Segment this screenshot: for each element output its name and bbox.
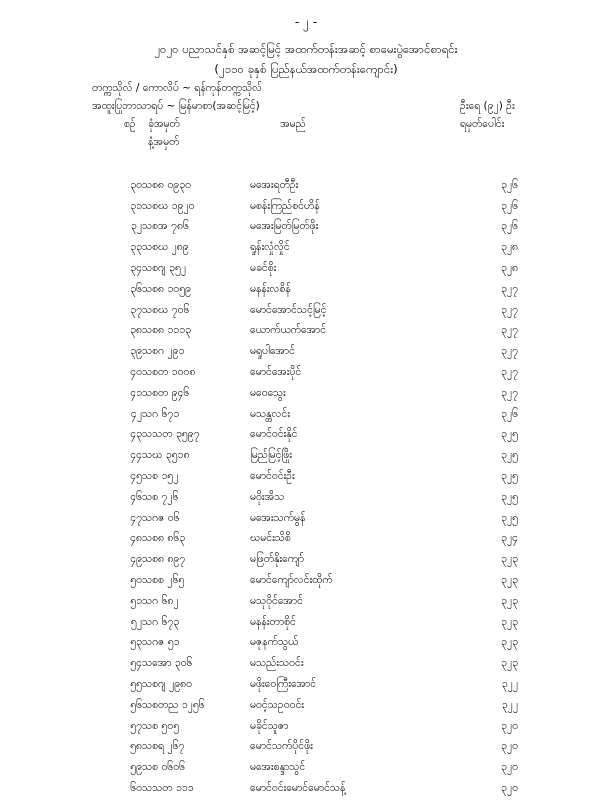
row-reg-number: သစ၈ ၈၉၇ [142,553,186,566]
row-score: ၃၂၆ [501,220,518,233]
table-row [0,530,518,551]
row-number: ၃၉ [130,345,142,358]
row-score: ၃၂၅ [501,511,518,524]
row-reg-number: သစစ ၂၆၅ [142,574,185,587]
table-row [0,634,518,655]
row-reg-number: သစဂ ၂၉၁ [142,345,185,358]
row-name: မောင်ကျော်လင်းထိုက် [250,574,333,587]
row-score: ၃၂၅ [501,490,518,503]
table-row [0,218,518,239]
row-name: မြည်မြင့်ဖြိုး [250,449,292,462]
table-row [0,197,518,218]
document-title: ၂၀၂၀ ပညာသင်နှစ် အဆင့်မြင့် အထက်တန်းအဆင့် စာမေးပွဲအောင်စာရင်း [154,42,458,56]
row-reg-number: သစ၈ ၁၁၁၃ [142,324,192,337]
row-name: မဇုနက်သွယ် [250,636,299,649]
row-number: ၅၂ [130,615,142,628]
row-name: မသုဝိုင်အောင် [250,594,303,607]
row-reg-number: သစ၈ ၀၉၃၀ [142,178,192,191]
row-number: ၅၃ [130,636,142,649]
row-number: ၅၅ [130,678,142,691]
row-number: ၃၀ [130,178,142,191]
row-reg-number: သစ၈ ၈၆၃ [142,532,186,545]
row-number: ၃၃ [130,241,142,254]
row-number: ၄၈ [130,532,142,545]
row-score: ၃၂၀ [501,740,518,753]
row-name: မခိုင်သူဇာ [250,719,289,732]
results-table [0,176,518,800]
table-row [0,280,518,301]
row-reg-number: သသတ ၃၅၉၇ [142,428,200,441]
row-reg-number: သဂ ၆၈၂ [142,594,179,607]
row-reg-number: သစ၈ ၁၀၅၉ [142,282,192,295]
row-number: ၆၀ [130,782,142,794]
row-score: ၃၂၃ [501,553,518,566]
row-number: ၃၄ [130,262,142,275]
row-number: ၅၆ [130,698,142,711]
table-row [0,717,518,738]
table-row [0,363,518,384]
row-number: ၄၃ [130,428,142,441]
row-score: ၃၂၃ [501,615,518,628]
table-row [0,426,518,447]
row-name: မအေးမြတ်မြတ်ဖိုး [250,220,319,233]
row-name: မသည်းသဝင်း [250,657,304,670]
table-row [0,342,518,363]
row-name: မောင်ဝင်းမောင်မောင်သန့် [250,782,346,794]
row-name: ရှုန်းလှုံလှိုင် [250,241,290,254]
table-row [0,509,518,530]
row-reg-number: သစ ၅၀၅ [142,719,180,732]
row-name: မောင်ဝင်းနိုင် [250,428,298,441]
row-reg-number: သစဃ ၂၈၉ [142,241,189,254]
row-score: ၃၂၀ [501,761,518,774]
row-number: ၄၇ [130,511,142,524]
row-name: မအေးသက်မွန် [250,511,306,524]
row-name: မောင်အေးပိုင် [250,366,302,379]
row-score: ၃၂၄ [501,532,518,545]
table-row [0,488,518,509]
row-score: ၃၂၃ [501,594,518,607]
row-score: ၃၂၇ [501,345,518,358]
row-name: မဖြတ်နိုးကျော် [250,553,305,566]
table-row [0,675,518,696]
row-number: ၄၆ [130,490,142,503]
column-header-name: အမည် [280,118,306,130]
total-count: ဦးရေ (၉၂) ဦး [460,100,515,112]
university-line: တက္ကသိုလ် / ကောလိပ် ~ ရန်ကုန်တက္ကသိုလ် [92,82,262,94]
table-row [0,384,518,405]
row-number: ၃၈ [130,324,142,337]
row-name: မဝိုးအိသ [250,490,285,503]
column-header-no: စဉ် [124,118,136,130]
table-row [0,654,518,675]
table-row [0,592,518,613]
row-reg-number: သစတ ၁၀၀၈ [142,366,196,379]
row-score: ၃၂၃ [501,574,518,587]
row-score: ၃၂၅ [501,449,518,462]
row-reg-number: သစရ ၂၆၇ [142,740,185,753]
table-row [0,238,518,259]
row-score: ၃၂၇ [501,386,518,399]
row-reg-number: သသတ ၁၁၁ [142,782,194,794]
row-name: ဃမင်းသိစိ [250,532,291,545]
row-reg-number: သစတ ၉၄၆ [142,386,190,399]
row-score: ၃၂၂ [501,678,518,691]
row-reg-number: သဂဇ ၅၁ [142,636,180,649]
row-number: ၄၀ [130,366,142,379]
row-name: မောင်ဝင်းဦး [250,470,295,483]
row-number: ၃၁ [130,199,142,212]
row-score: ၃၂၇ [501,282,518,295]
row-score: ၃၂၀ [501,782,518,794]
row-number: ၅၀ [130,574,142,587]
table-row [0,446,518,467]
row-name: မခင်စိုး [250,262,277,275]
row-score: ၃၂၇ [501,303,518,316]
row-reg-number: သစဃ ၇၀၆ [142,303,190,316]
table-row [0,613,518,634]
row-name: မစန်းကြည်စင်ဟိန် [250,199,320,212]
row-name: မောင်အောင်သင့်မြင့် [250,303,327,316]
row-number: ၄၉ [130,553,142,566]
document-subtitle: (၂၁၁၀ ခုနှစ် ပြည်နယ်အထက်တန်းကျောင်း) [214,62,398,76]
table-row [0,779,518,800]
row-score: ၃၂၇ [501,324,518,337]
row-number: ၃၇ [130,303,142,316]
row-name: မနန်းတာစိုင် [250,615,296,628]
row-reg-number: သဂဇ ၀၆ [142,511,180,524]
row-score: ၃၂၃ [501,636,518,649]
row-number: ၅၇ [130,719,142,732]
table-row [0,758,518,779]
score-header: ရမှတ်ပေါင်း [460,118,505,130]
row-number: ၅၄ [130,657,142,670]
row-number: ၄၄ [130,449,142,462]
column-header-reg-sub: နံ့အမှတ် [148,136,180,148]
row-name: မောင်သက်ပိုင်ဖိုး [250,740,313,753]
row-number: ၄၂ [130,407,142,420]
page-number: - ၂ - [294,15,318,29]
row-number: ၃၆ [130,282,142,295]
row-name: မရှုပါအောင် [250,345,295,358]
row-number: ၅၉ [130,761,142,774]
table-row [0,696,518,717]
row-reg-number: သဂ ၆၇၁ [142,407,180,420]
row-number: ၃၂ [130,220,142,233]
row-reg-number: သစတည ၁၂၅၆ [142,698,205,711]
row-score: ၃၂၃ [501,657,518,670]
row-name: မသန္တလင်း [250,407,290,420]
row-name: မအေးရတီဦး [250,178,299,191]
row-number: ၅၈ [130,740,142,753]
row-reg-number: သစဂျ ၃၅၂ [142,262,187,275]
table-row [0,322,518,343]
row-score: ၃၂၆ [501,199,518,212]
row-reg-number: သစ ၀၆၀၆ [142,761,186,774]
row-number: ၄၅ [130,470,142,483]
row-reg-number: သစ ၁၅၂ [142,470,179,483]
row-number: ၄၁ [130,386,142,399]
row-score: ၃၂၅ [501,470,518,483]
row-name: မဝင့်သဥဝဝင်း [250,698,304,711]
table-row [0,405,518,426]
row-name: ယောက်ယက်အောင် [250,324,327,337]
row-name: မအေးစန္ဒာသွင် [250,761,306,774]
row-reg-number: သအော ၃၀၆ [142,657,193,670]
row-score: ၃၂၀ [501,719,518,732]
table-row [0,467,518,488]
row-reg-number: သစ ၇၂၆ [142,490,179,503]
row-name: မဝေသွေး [250,386,286,399]
table-row [0,571,518,592]
row-score: ၃၂၈ [500,262,518,275]
row-reg-number: သစဂျ ၂၉၈၀ [142,678,193,691]
row-reg-number: သစဃ ၁၉၂၀ [142,199,195,212]
row-score: ၃၂၅ [501,428,518,441]
column-header-reg: ခုံအမှတ် [148,118,180,130]
row-number: ၅၁ [130,594,142,607]
table-row [0,738,518,759]
subject-line: အထူးပြုဘာသာရပ် ~ မြန်မာစာ(အဆင့်မြင့်) [92,100,260,112]
row-score: ၃၂၈ [500,241,518,254]
table-row [0,176,518,197]
row-name: မနန်းလစိန် [250,282,291,295]
row-score: ၃၂၂ [501,698,518,711]
table-row [0,301,518,322]
row-name: မဖိုးဝေကြီးအောင် [250,678,317,691]
row-reg-number: သစအ ၇၈၆ [142,220,189,233]
row-score: ၃၂၆ [501,407,518,420]
row-reg-number: သဃ ၃၅၁၈ [142,449,190,462]
table-row [0,259,518,280]
table-row [0,550,518,571]
row-score: ၃၂၇ [501,366,518,379]
row-reg-number: သဂ ၆၇၃ [142,615,180,628]
row-score: ၃၂၆ [501,178,518,191]
